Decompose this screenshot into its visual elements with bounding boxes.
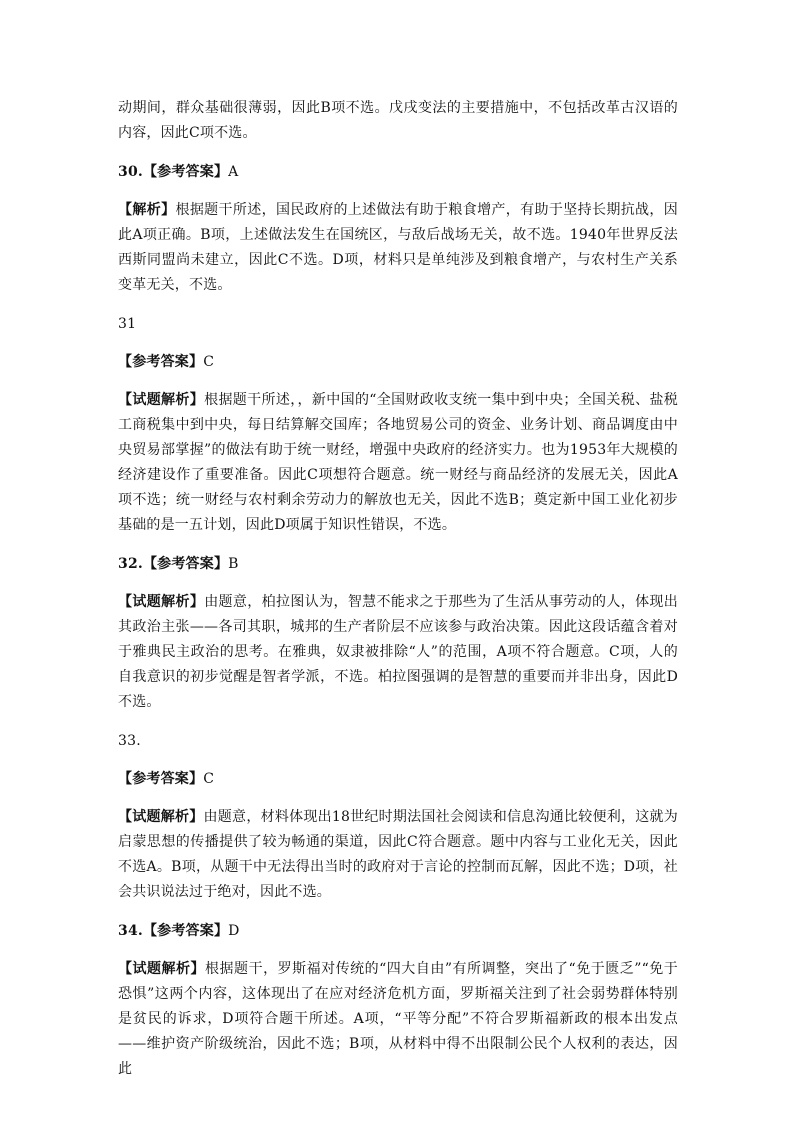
analysis-text: 根据题干，罗斯福对传统的“四大自由”有所调整，突出了“免于匮乏”“免于恐惧”这两个内容，这体现出了在应对经济危机方面，罗斯福关注到了社会弱势群体特别是贫民的诉求，D项符合题干所述。A项，“平等分配”不符合罗斯福新政的根本出发点——维护资产阶级统治，因此不选；B项，从材料中得不出限制公民个人权利的表达，因此	[118, 961, 678, 1077]
answer-value: D	[228, 923, 240, 939]
question-number: 33.	[118, 733, 141, 749]
analysis-text: 由题意，材料体现出18世纪时期法国社会阅读和信息沟通比较便利，这就为启蒙思想的传播提供了较为畅通的渠道，因此C符合题意。题中内容与工业化无关，因此不选A。B项，从题干中无法得出当时的政府对于言论的控制而瓦解，因此不选；D项，社会共识说法过于绝对，因此不选。	[118, 809, 678, 900]
answer-document	[118, 96, 678, 1096]
analysis-text: 根据题干所述，，新中国的“全国财政收支统一集中到中央；全国关税、盐税工商税集中到中央，每日结算解交国库；各地贸易公司的资金、业务计划、商品调度由中央贸易部掌握”的做法有助于统一财经，增强中央政府的经济实力。也为1953年大规模的经济建设作了重要准备。因此C项想符合题意。统一财经与商品经济的发展无关，因此A项不选；统一财经与农村剩余劳动力的解放也无关，因此不选B；奠定新中国工业化初步基础的是一五计划，因此D项属于知识性错误，不选。	[118, 392, 678, 533]
answer-value: A	[228, 164, 239, 180]
answer-label-31	[118, 350, 678, 375]
analysis-text: 由题意，柏拉图认为，智慧不能求之于那些为了生活从事劳动的人，体现出其政治主张——各司其职，城邦的生产者阶层不应该参与政治决策。因此这段话蕴含着对于雅典民主政治的思考。在雅典，奴隶被排除“人”的范围，A项不符合题意。C项，人的自我意识的初步觉醒是智者学派，不选。柏拉图强调的是智慧的重要而并非出身，因此D不选。	[118, 594, 678, 710]
answer-label-32	[118, 552, 678, 577]
analysis-34	[118, 957, 678, 1082]
analysis-33	[118, 805, 678, 905]
answer-label-30	[118, 160, 678, 185]
analysis-prefix: 【试题解析】	[118, 594, 205, 610]
question-number: 31	[118, 316, 137, 332]
analysis-32	[118, 590, 678, 715]
analysis-prefix: 【试题解析】	[118, 961, 206, 977]
analysis-prefix: 【试题解析】	[118, 809, 204, 825]
answer-prefix: 【参考答案】	[118, 354, 204, 370]
answer-label-33	[118, 767, 678, 792]
answer-prefix: 32.【参考答案】	[118, 556, 229, 572]
answer-value: C	[203, 354, 215, 370]
paragraph-continuation	[118, 96, 678, 146]
analysis-prefix: 【试题解析】	[118, 392, 205, 408]
paragraph-text: 动期间，群众基础很薄弱，因此B项不选。戊戌变法的主要措施中，不包括改革古汉语的内容，因此C项不选。	[118, 100, 678, 141]
question-number-31	[118, 312, 678, 337]
answer-label-34	[118, 919, 678, 944]
question-number-33	[118, 729, 678, 754]
answer-prefix: 34.【参考答案】	[118, 923, 229, 939]
analysis-31	[118, 388, 678, 538]
answer-prefix: 【参考答案】	[118, 771, 204, 787]
analysis-30	[118, 198, 678, 298]
answer-value: C	[203, 771, 215, 787]
answer-value: B	[228, 556, 239, 572]
analysis-prefix: 【解析】	[118, 202, 176, 218]
analysis-text: 根据题干所述，国民政府的上述做法有助于粮食增产，有助于坚持长期抗战，因此A项正确。B项，上述做法发生在国统区，与敌后战场无关，故不选。1940年世界反法西斯同盟尚未建立，因此C不选。D项，材料只是单纯涉及到粮食增产，与农村生产关系变革无关，不选。	[118, 202, 678, 293]
answer-prefix: 30.【参考答案】	[118, 164, 229, 180]
